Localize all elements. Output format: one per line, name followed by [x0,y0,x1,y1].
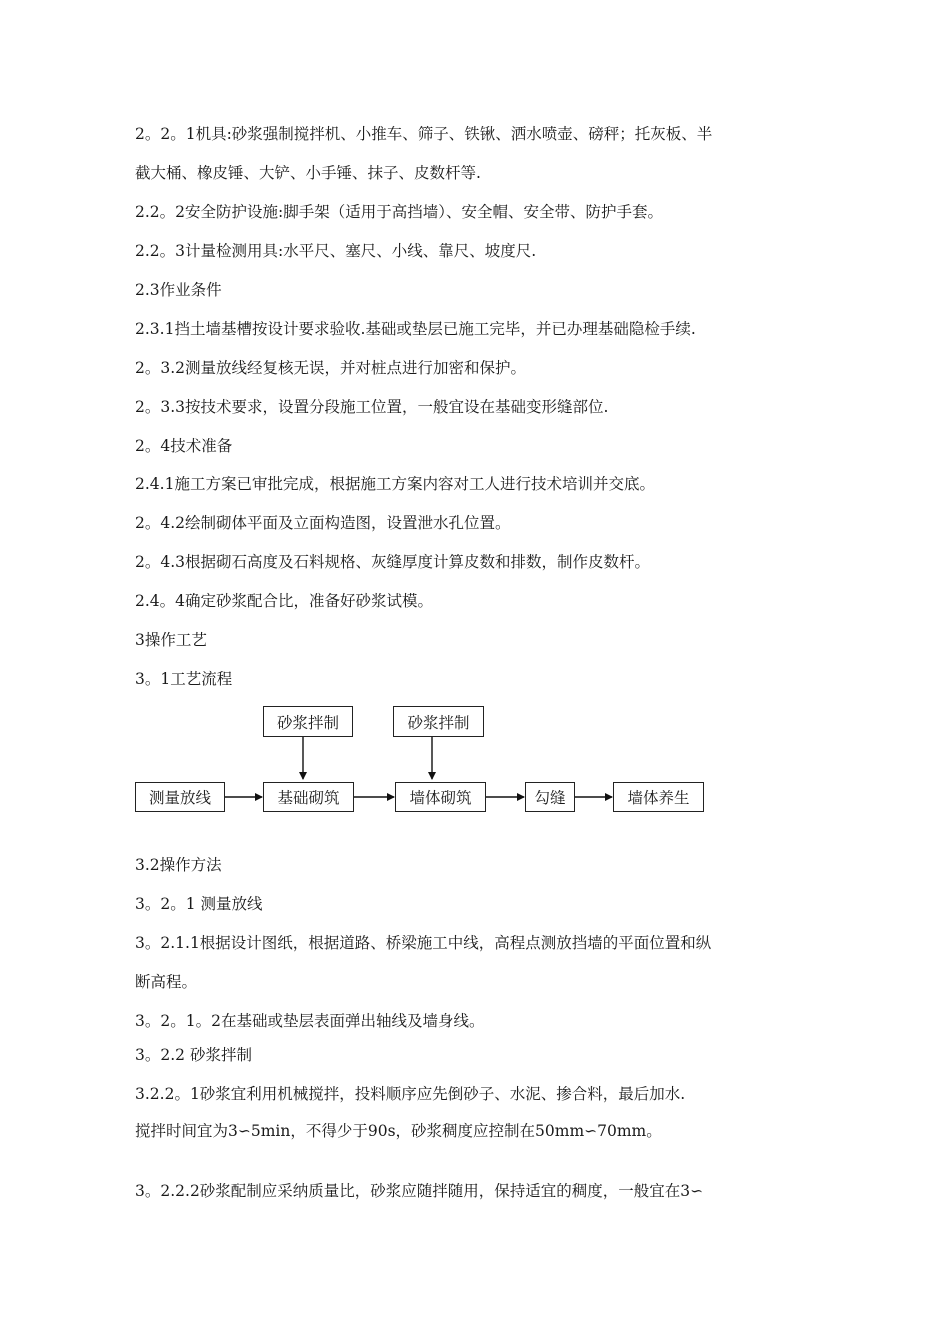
paragraph: 3.2.2。1砂浆宜利用机械搅拌，投料顺序应先倒砂子、水泥、掺合料，最后加水. [135,1085,686,1103]
flow-box-survey: 测量放线 [135,782,225,812]
paragraph: 搅拌时间宜为3∽5min，不得少于90s，砂浆稠度应控制在50mm∽70mm。 [135,1122,662,1140]
section-heading: 3操作工艺 [135,631,207,649]
flow-box-foundation: 基础砌筑 [263,782,354,812]
section-heading: 3。1工艺流程 [135,670,233,688]
paragraph: 3。2。1。2在基础或垫层表面弹出轴线及墙身线。 [135,1012,485,1030]
flow-box-wall: 墙体砌筑 [395,782,486,812]
flow-box-pointing: 勾缝 [525,782,575,812]
paragraph: 2。4.3根据砌石高度及石料规格、灰缝厚度计算皮数和排数，制作皮数杆。 [135,553,651,571]
flow-box-curing: 墙体养生 [613,782,704,812]
paragraph: 2.4。4确定砂浆配合比，准备好砂浆试模。 [135,592,434,610]
paragraph: 3。2.1.1根据设计图纸，根据道路、桥梁施工中线，高程点测放挡墙的平面位置和纵 [135,934,712,952]
paragraph: 2。4.2绘制砌体平面及立面构造图，设置泄水孔位置。 [135,514,511,532]
paragraph: 断高程。 [135,973,198,991]
section-heading: 3.2操作方法 [135,856,222,874]
paragraph: 2.4.1施工方案已审批完成，根据施工方案内容对工人进行技术培训并交底。 [135,475,655,493]
section-heading: 2。4技术准备 [135,437,233,455]
paragraph: 截大桶、橡皮锤、大铲、小手锤、抹子、皮数杆等. [135,164,481,182]
flow-box-mortar-2: 砂浆拌制 [393,706,484,737]
paragraph: 2.2。3计量检测用具:水平尺、塞尺、小线、靠尺、坡度尺. [135,242,537,260]
section-heading: 3。2。1 测量放线 [135,895,263,913]
paragraph: 2。3.2测量放线经复核无误，并对桩点进行加密和保护。 [135,359,527,377]
section-heading: 3。2.2 砂浆拌制 [135,1046,252,1064]
paragraph: 3。2.2.2砂浆配制应采纳质量比，砂浆应随拌随用，保持适宜的稠度，一般宜在3∽ [135,1182,704,1200]
paragraph: 2。2。1机具:砂浆强制搅拌机、小推车、筛子、铁锹、洒水喷壶、磅秤；托灰板、半 [135,125,713,143]
paragraph: 2.3.1挡土墙基槽按设计要求验收.基础或垫层已施工完毕，并已办理基础隐检手续. [135,320,696,338]
paragraph: 2。3.3按技术要求，设置分段施工位置，一般宜设在基础变形缝部位. [135,398,609,416]
paragraph: 2.2。2安全防护设施:脚手架（适用于高挡墙）、安全帽、安全带、防护手套。 [135,203,663,221]
section-heading: 2.3作业条件 [135,281,222,299]
flow-box-mortar-1: 砂浆拌制 [263,706,353,737]
